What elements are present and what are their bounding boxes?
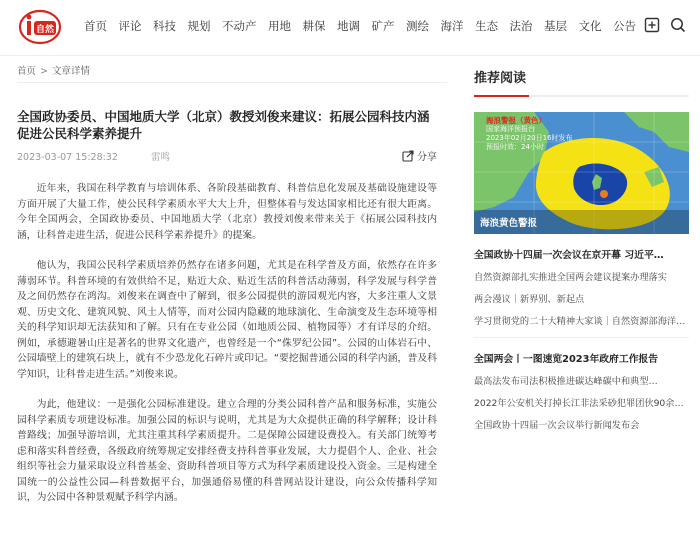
recommended-link[interactable]: 2022年公安机关打掉长江非法采砂犯罪团伙90余… <box>474 398 684 409</box>
nav-item-farmland[interactable]: 耕保 <box>302 19 326 33</box>
nav-item-home[interactable]: 首页 <box>84 19 107 33</box>
article-paragraph: 他认为，我国公民科学素质培养仍然存在诸多问题，尤其是在科学普及方面，依然存在许多薄弱环节。科普环境的有效供给不足，贴近大众、贴近生活的科普活动薄弱，科学发展与科学普及之间仍然存在鸿沟。刘俊来在调查中了解到，很多公园提供的游园观光内容，大多注重人文景观、历史文化、建筑风貌、风土人情等，而对公园内隐藏的地球演化、生命演变及生态环境等相关的科学知识却无法获知和了解。只有在专业公园（如地质公园、植物园等）才有详尽的介绍。例如，承德避暑山庄是著名的世界文化遗产，也曾经是一个“侏罗纪公园”。公园的山体岩石中、公园墙壁上的建筑石块上，就有不少恐龙化石碎片或印记。“要挖掘普通公园的科学内涵，普及科学知识，让科普走进生活。”刘俊来说。 <box>17 260 437 380</box>
breadcrumb-current: 文章详情 <box>51 66 90 77</box>
breadcrumb-separator: > <box>40 66 48 77</box>
article-paragraph: 近年来，我国在科学教育与培训体系、各阶段基础教育、科普信息化发展及基础设施建设等方面开展了大量工作，使公民科学素质水平大大上升，但整体看与发达国家相比还有很大距离。今年全国两会，全国政协委员、中国地质大学（北京）教授刘俊来带来关于《拓展公园科技内涵，让科普走进生活，促进公民科学素养提升》的提案。 <box>17 183 437 241</box>
map-warning-label: 海浪警报（黄色） <box>486 116 546 125</box>
share-button[interactable] <box>402 148 437 163</box>
top-navigation-bar <box>0 0 700 55</box>
recommended-link[interactable]: 学习贯彻党的二十大精神大家谈｜自然资源部海洋… <box>474 316 686 327</box>
article-body <box>17 181 437 506</box>
group-divider <box>474 337 689 338</box>
recommended-group <box>474 247 689 327</box>
nav-item-notice[interactable]: 公告 <box>613 19 636 33</box>
sidebar-title: 推荐阅读 <box>474 71 527 86</box>
nav-item-survey[interactable]: 地调 <box>337 19 360 33</box>
sidebar <box>474 60 689 431</box>
add-icon[interactable] <box>644 17 660 33</box>
site-logo[interactable] <box>18 9 62 45</box>
article <box>17 108 437 521</box>
breadcrumb-divider <box>17 82 447 83</box>
nav-item-culture[interactable]: 文化 <box>578 19 602 33</box>
nav-item-comment[interactable]: 评论 <box>118 19 142 33</box>
article-meta <box>17 149 437 163</box>
recommended-link[interactable]: 两会漫议｜新界别、新起点 <box>474 294 585 305</box>
nav-item-ecology[interactable]: 生态 <box>475 19 498 33</box>
nav-item-tech[interactable]: 科技 <box>153 19 176 33</box>
search-icon[interactable] <box>670 17 686 33</box>
nav-item-law[interactable]: 法治 <box>509 19 533 33</box>
article-title: 全国政协委员、中国地质大学（北京）教授刘俊来建议：拓展公园科技内涵促进公民科学素养提升 <box>17 109 430 141</box>
nav-tools <box>644 17 686 33</box>
recommended-link[interactable]: 全国政协十四届一次会议举行新闻发布会 <box>474 420 640 431</box>
nav-item-landuse[interactable]: 用地 <box>268 19 291 33</box>
breadcrumb <box>17 63 90 77</box>
recommended-headline[interactable]: 全国政协十四届一次会议在京开幕 习近平… <box>474 250 664 261</box>
recommended-headline[interactable]: 全国两会丨一图速览2023年政府工作报告 <box>474 354 659 365</box>
nav-item-minerals[interactable]: 矿产 <box>371 19 395 33</box>
nav-item-ocean[interactable]: 海洋 <box>440 19 464 33</box>
logo-icon <box>18 9 62 45</box>
nav-item-realestate[interactable]: 不动产 <box>222 19 257 33</box>
article-author: 雷鸣 <box>150 152 170 163</box>
nav-item-mapping[interactable]: 测绘 <box>406 19 429 33</box>
header-divider <box>0 55 700 56</box>
recommended-link[interactable]: 最高法发布司法积极推进碳达峰碳中和典型… <box>474 376 658 387</box>
svg-text:自然: 自然 <box>35 25 55 35</box>
share-icon <box>402 150 414 162</box>
nav-item-grassroots[interactable]: 基层 <box>544 19 567 33</box>
main-nav <box>84 18 648 34</box>
map-warning-subtitle: 国家海洋预报台 2023年02月20日16时发布 预报时效：24小时 <box>486 125 573 151</box>
featured-image-card[interactable] <box>474 112 689 234</box>
featured-image-caption: 海浪黄色警报 <box>480 218 538 229</box>
breadcrumb-home[interactable]: 首页 <box>17 66 37 77</box>
share-label: 分享 <box>417 152 437 163</box>
nav-item-planning[interactable]: 规划 <box>187 19 211 33</box>
recommended-link[interactable]: 自然资源部扎实推进全国两会建议提案办理落实 <box>474 272 667 283</box>
article-date: 2023-03-07 15:28:32 <box>17 152 118 163</box>
recommended-group <box>474 351 689 431</box>
article-paragraph: 为此，他建议：一是强化公园标准建设。建立合理的分类公园科普产品和服务标准，实施公园科学素质专项建设标准。加强公园的标识与说明，尤其是为大众提供正确的科学解释；设计科普路线；加强导游培训，尤其注重其科学素质提升。二是保障公园建设费投入。有关部门统筹考虑和落实科普经费，各级政府统筹规定安排经费支持科普事业发展，大力提倡个人、企业、社会组织等社会力量采取设立科普基金、资助科普项目等方式为科学素质建设投入资金。三是构建全国统一的公益性公园—科普数据平台，加强通俗易懂的科普网站设计建设，向公众传播科学知识，为公园中各种景观赋予科学内涵。 <box>17 399 437 503</box>
sidebar-title-underline <box>474 95 689 97</box>
